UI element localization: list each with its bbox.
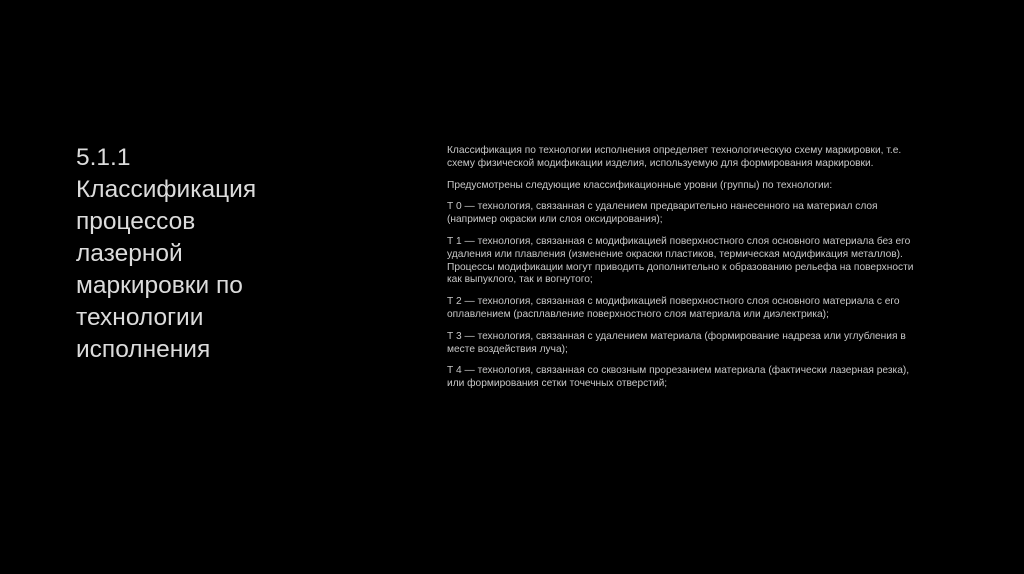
text-line: Классификация по технологии исполнения определяет технологическую схему маркировки, т.е.	[447, 145, 902, 156]
title-line: 5.1.1	[76, 144, 131, 171]
slide-title	[76, 142, 396, 366]
text-line: Предусмотрены следующие классификационные уровни (группы) по технологии:	[447, 179, 833, 191]
title-line: процессов	[76, 208, 196, 235]
text-line: Т 4 — технология, связанная со сквозным прорезанием материала (фактически лазерная резка),	[447, 365, 910, 377]
title-line: маркировки по	[76, 272, 243, 299]
text-line: Т 1 — технология, связанная с модификацией поверхностного слоя основного материала без его	[447, 235, 911, 247]
text-line: Процессы модификации могут приводить дополнительно к образованию рельефа на поверхности	[447, 261, 914, 273]
paragraph-levels-heading	[447, 180, 967, 193]
paragraph-t3	[447, 331, 967, 357]
paragraph-t4	[447, 365, 967, 391]
text-line: схему физической модификации изделия, используемую для формирования маркировки.	[447, 157, 874, 169]
text-line: или формирования сетки точечных отверстий;	[447, 378, 668, 390]
text-line: Т 0 — технология, связанная с удалением предварительно нанесенного на материал слоя	[447, 201, 878, 213]
text-line: (например окраски или слоя оксидирования);	[447, 214, 663, 226]
text-line: как выпуклого, так и вогнутого;	[447, 274, 593, 286]
title-line: исполнения	[76, 336, 211, 363]
title-line: Классификация	[76, 176, 257, 203]
paragraph-t0	[447, 201, 967, 227]
title-line: технологии	[76, 304, 204, 331]
paragraph-intro	[447, 145, 967, 171]
title-line: лазерной	[76, 240, 183, 267]
paragraph-t1	[447, 236, 967, 287]
slide-body-text	[447, 145, 967, 400]
paragraph-t2	[447, 296, 967, 322]
text-line: Т 2 — технология, связанная с модификацией поверхностного слоя основного материала с его	[447, 296, 900, 308]
text-line: удаления или плавления (изменение окраски пластиков, термическая модификация металлов).	[447, 248, 903, 260]
text-line: оплавлением (расплавление поверхностного слоя материала или диэлектрика);	[447, 308, 829, 320]
text-line: Т 3 — технология, связанная с удалением материала (формирование надреза или углубления в	[447, 330, 906, 342]
text-line: месте воздействия луча);	[447, 343, 568, 355]
